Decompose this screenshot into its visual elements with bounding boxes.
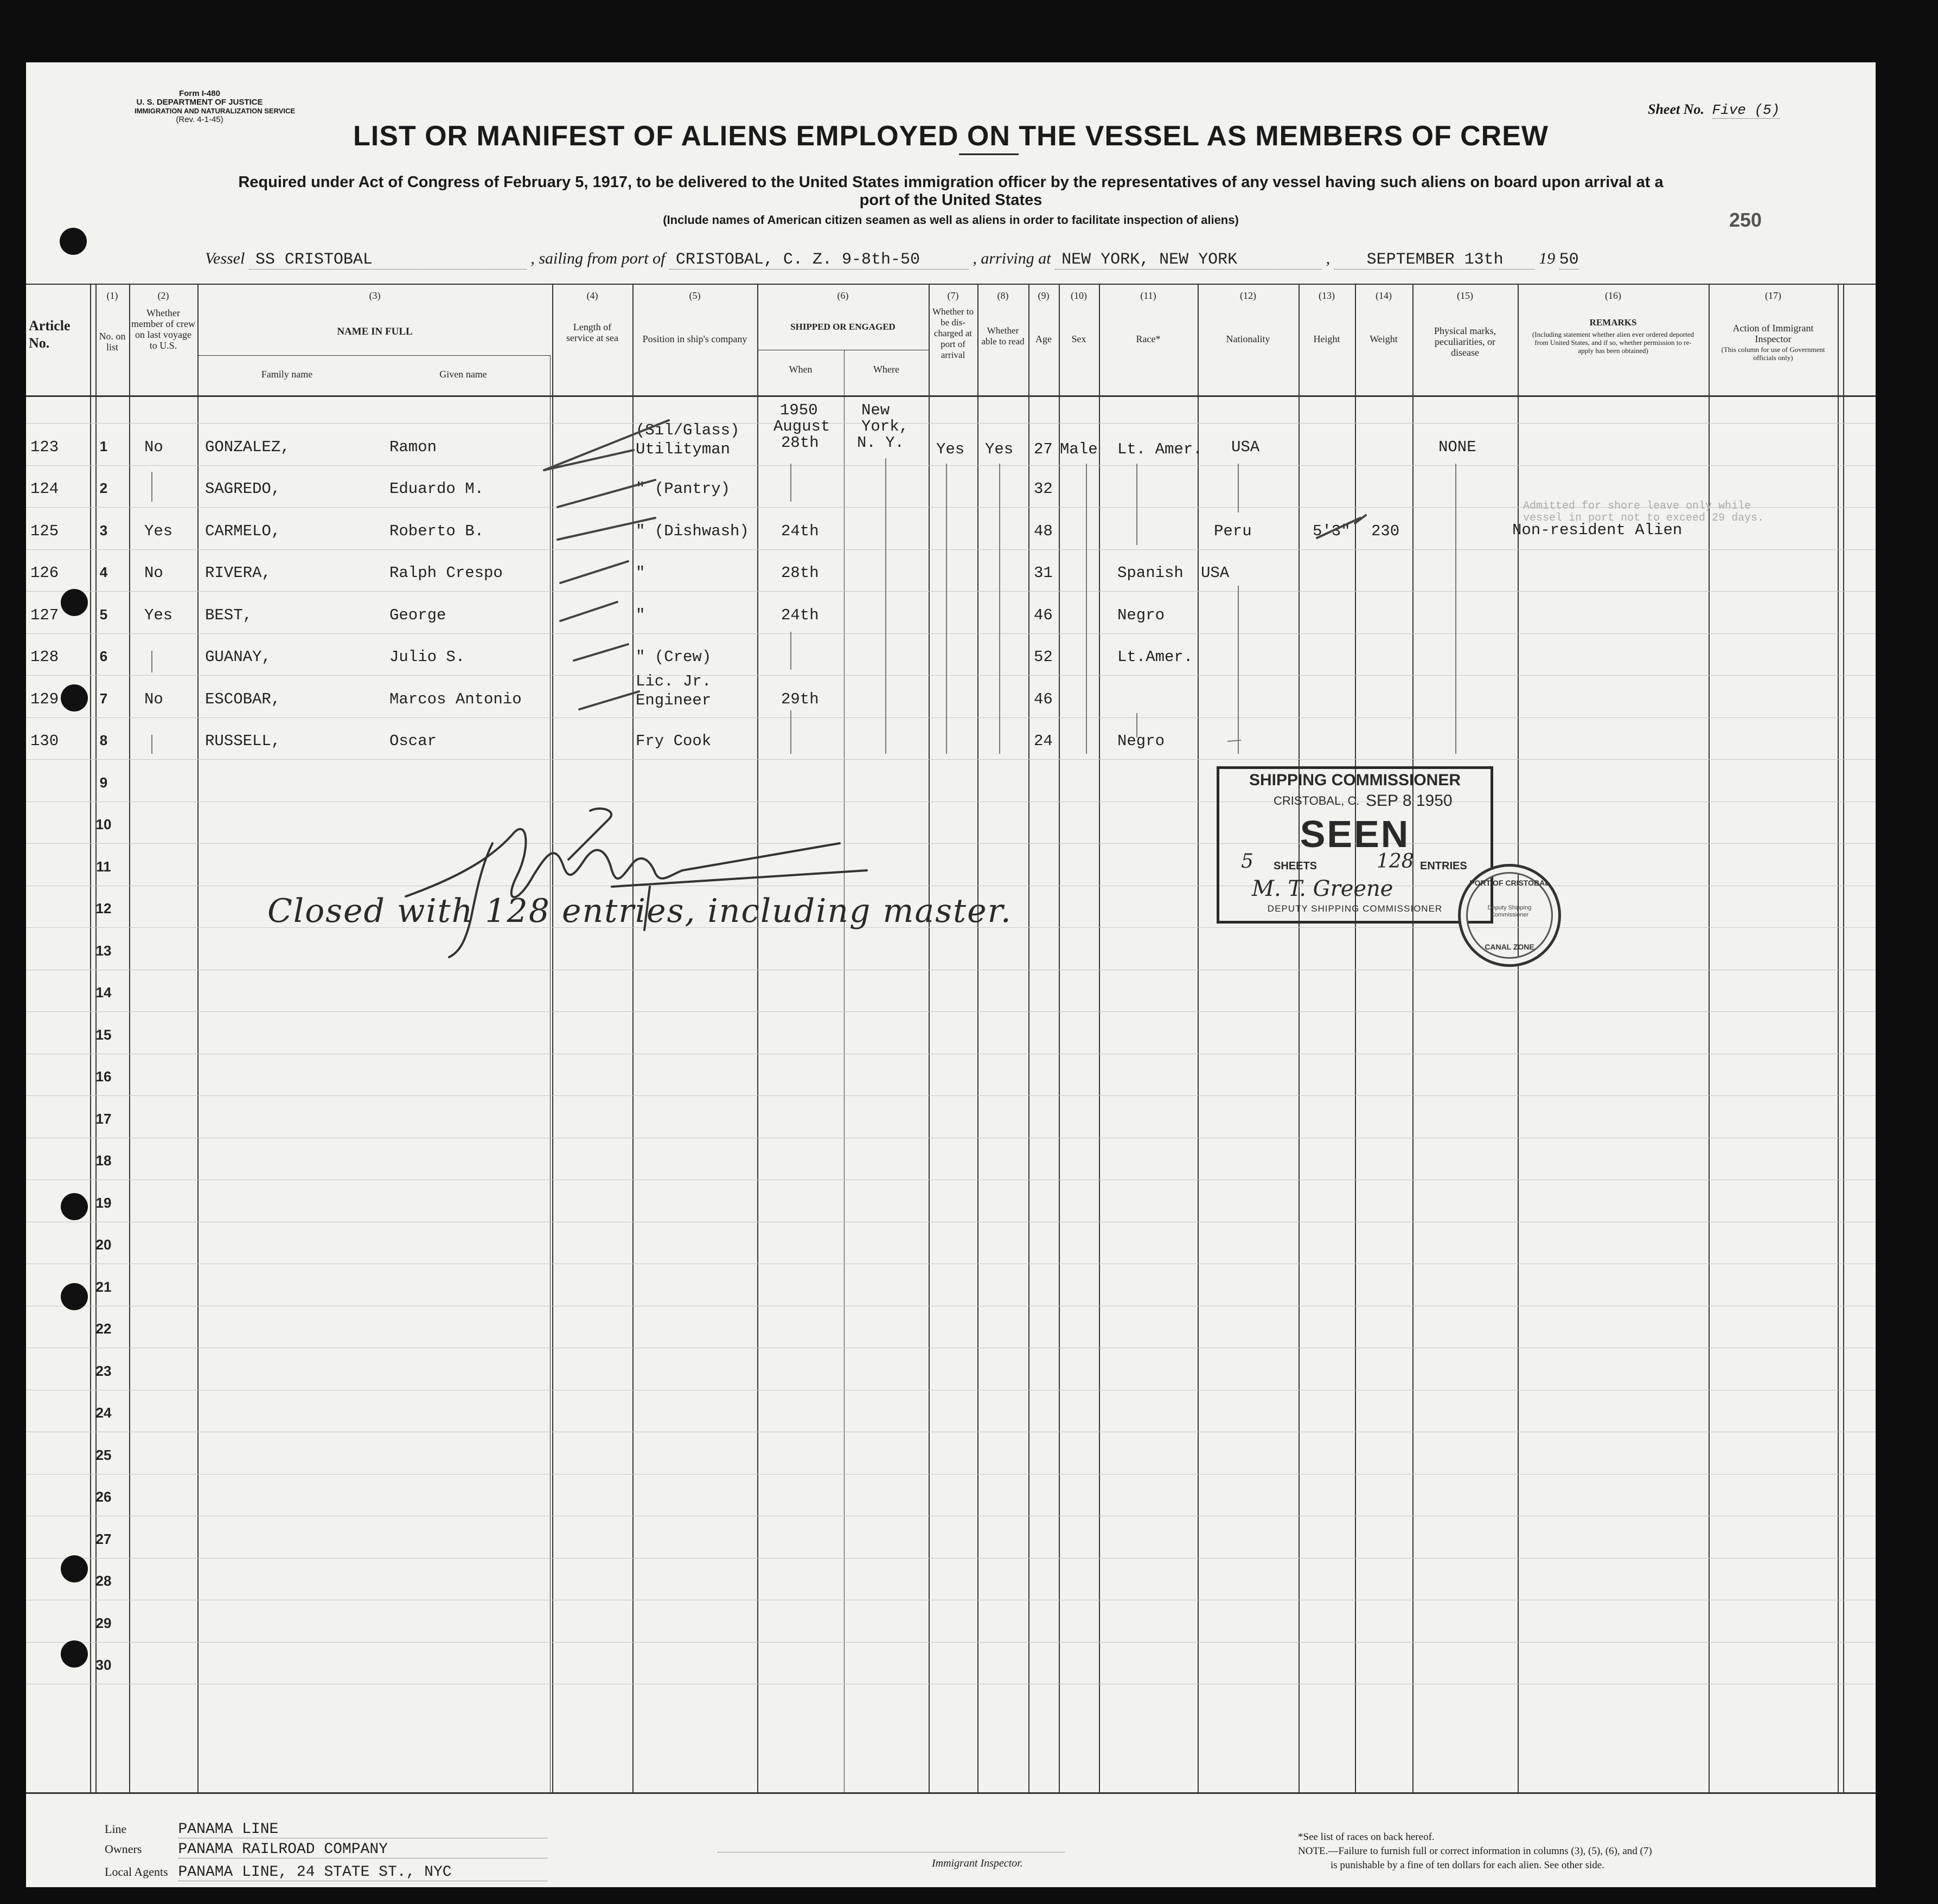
- col3-number: (3): [369, 290, 381, 301]
- arriving-value: NEW YORK, NEW YORK: [1055, 251, 1322, 270]
- col12-number: (12): [1240, 290, 1256, 301]
- row-number: 21: [95, 1279, 112, 1295]
- shipped-when: August: [773, 418, 830, 435]
- footer-owners: [105, 1841, 547, 1858]
- given-name: Marcos Antonio: [389, 690, 522, 708]
- row-number: 20: [95, 1236, 112, 1253]
- physical-marks: NONE: [1438, 438, 1476, 456]
- penalty-note-1: NOTE.—Failure to furnish full or correct information in columns (3), (5), (6), and (7): [1298, 1845, 1652, 1857]
- penalty-note-2: is punishable by a fine of ten dollars for each alien. See other side.: [1331, 1860, 1604, 1871]
- age: 46: [1034, 690, 1053, 708]
- row-number: 18: [95, 1152, 112, 1169]
- position: ": [636, 606, 645, 624]
- canal-zone-seal: [1458, 864, 1561, 967]
- col2-number: (2): [157, 290, 169, 301]
- col7-number: (7): [947, 290, 959, 301]
- binder-hole: [61, 589, 88, 616]
- owners-label: Owners: [105, 1842, 142, 1856]
- row-number: 26: [95, 1489, 112, 1505]
- family-name: SAGREDO,: [205, 480, 281, 498]
- col4-number: (4): [586, 290, 598, 301]
- weight: 230: [1371, 522, 1400, 540]
- page-title: LIST OR MANIFEST OF ALIENS EMPLOYED ON THE VESSEL AS MEMBERS OF CREW: [353, 120, 1549, 152]
- shipped-when: 24th: [781, 606, 819, 624]
- family-name: CARMELO,: [205, 522, 281, 540]
- row-number: 4: [99, 564, 108, 580]
- given-name: Julio S.: [389, 648, 465, 666]
- stamp-signature: M. T. Greene: [1252, 876, 1393, 901]
- family-name: BEST,: [205, 606, 253, 624]
- given-name: Oscar: [389, 732, 437, 750]
- age: 46: [1034, 606, 1053, 624]
- page-number: 250: [1729, 209, 1762, 231]
- stamp-entries-label: ENTRIES: [1420, 860, 1467, 872]
- row-number: 27: [95, 1531, 112, 1547]
- sailing-label: , sailing from port of: [530, 249, 666, 267]
- row-number: 29: [95, 1615, 112, 1631]
- vessel-label: Vessel: [205, 249, 245, 267]
- age: 32: [1034, 480, 1053, 498]
- race: Lt. Amer.: [1117, 440, 1203, 458]
- row-number: 12: [95, 900, 112, 916]
- age: 31: [1034, 564, 1053, 582]
- row-number: 6: [99, 648, 108, 664]
- col13-number: (13): [1319, 290, 1335, 301]
- stamp-seen: SEEN: [1300, 813, 1410, 855]
- given-name-header: Given name: [439, 369, 487, 380]
- row-number: 25: [95, 1447, 112, 1463]
- last-voyage: Yes: [144, 606, 173, 624]
- family-name: GUANAY,: [205, 648, 271, 666]
- form-revision: (Rev. 4-1-45): [176, 115, 223, 124]
- position: Fry Cook: [636, 732, 712, 750]
- col1-number: (1): [106, 290, 118, 301]
- subtitle-line-3: (Include names of American citizen seamen as well as aliens in order to facilitate inspection of aliens): [663, 213, 1239, 227]
- row-number: 15: [95, 1027, 112, 1043]
- col11-number: (11): [1140, 290, 1156, 301]
- row-number: 23: [95, 1363, 112, 1379]
- shipped-where: New: [861, 401, 890, 419]
- given-name: Ralph Crespo: [389, 564, 503, 582]
- sheet-number-label: Sheet No.: [1648, 101, 1704, 117]
- arriving-label: , arriving at: [973, 249, 1051, 267]
- col2-header: Whether member of crew on last voyage to U.S.: [131, 307, 195, 351]
- col10-number: (10): [1071, 290, 1087, 301]
- nationality: Peru: [1214, 522, 1252, 540]
- family-name-header: Family name: [261, 369, 313, 380]
- year-prefix: 19: [1539, 249, 1556, 267]
- able-to-read: Yes: [985, 440, 1014, 458]
- inspector-action-header: Action of Immigrant Inspector: [1732, 323, 1814, 344]
- nationality-header: Nationality: [1226, 334, 1270, 344]
- last-voyage: No: [144, 438, 163, 456]
- article-number: 129: [30, 690, 59, 708]
- family-name: ESCOBAR,: [205, 690, 281, 708]
- col5-number: (5): [689, 290, 701, 301]
- row-number: 28: [95, 1573, 112, 1589]
- sex-header: Sex: [1071, 334, 1086, 344]
- row-number: 8: [99, 732, 108, 748]
- race: Negro: [1117, 606, 1165, 624]
- given-name: Eduardo M.: [389, 480, 484, 498]
- row-number: 2: [99, 480, 108, 496]
- row-number: 17: [95, 1111, 112, 1127]
- vessel-line: Vessel SS CRISTOBAL , sailing from port of CRISTOBAL, C. Z. 9-8th-50 , arriving at NEW YORK, NEW YORK , SEPTEMBER 13th 19 50: [205, 249, 1579, 269]
- race-header: Race*: [1136, 334, 1161, 344]
- races-note: *See list of races on back hereof.: [1298, 1831, 1435, 1843]
- given-name: Ramon: [389, 438, 437, 456]
- col1-header: No. on list: [99, 331, 126, 352]
- binder-hole: [61, 1193, 88, 1220]
- line-label: Line: [105, 1822, 127, 1836]
- row-number: 14: [95, 984, 112, 1001]
- col4-header: Length of service at sea: [566, 322, 618, 343]
- age: 52: [1034, 648, 1053, 666]
- nationality: USA: [1201, 564, 1230, 582]
- binder-hole: [61, 1555, 88, 1582]
- inspector-label: Immigrant Inspector.: [932, 1857, 1023, 1869]
- position: (Sil/Glass): [636, 421, 740, 439]
- article-number: 127: [30, 606, 59, 624]
- col7-header: Whether to be dis-charged at port of arrival: [932, 306, 974, 360]
- row-number: 24: [95, 1405, 112, 1421]
- sex: Male: [1060, 440, 1098, 458]
- given-name: Roberto B.: [389, 522, 484, 540]
- shipping-commissioner-stamp: [1217, 766, 1493, 924]
- row-number: 1: [99, 438, 108, 454]
- binder-hole: [61, 1640, 88, 1668]
- discharged: Yes: [936, 440, 965, 458]
- remarks-subheader: (Including statement whether alien ever ordered deported from United States, and if so, whether permission to re-apply has been obtained): [1532, 330, 1694, 355]
- stamp-deputy-label: DEPUTY SHIPPING COMMISSIONER: [1267, 903, 1443, 914]
- age: 24: [1034, 732, 1053, 750]
- shipped-when: 28th: [781, 564, 819, 582]
- shipped-when: 29th: [781, 690, 819, 708]
- stamp-sheets-label: SHEETS: [1274, 860, 1317, 872]
- race: Spanish: [1117, 564, 1184, 582]
- last-voyage: No: [144, 690, 163, 708]
- stamp-title: SHIPPING COMMISSIONER: [1249, 771, 1461, 789]
- nationality: USA: [1231, 438, 1260, 456]
- position: ": [636, 564, 645, 582]
- ditto-marks: [26, 62, 1876, 1887]
- row-number: 30: [95, 1657, 112, 1673]
- shipped-where: N. Y.: [857, 434, 905, 452]
- shipped-where: York,: [861, 418, 909, 435]
- stamp-entries-value: 128: [1377, 850, 1414, 873]
- row-number: 7: [99, 690, 108, 707]
- remarks-header: REMARKS: [1589, 317, 1637, 328]
- form-department: U. S. DEPARTMENT OF JUSTICE: [136, 98, 263, 107]
- weight-header: Weight: [1370, 334, 1398, 344]
- manifest-sheet: [26, 62, 1876, 1887]
- article-number: 125: [30, 522, 59, 540]
- position: " (Crew): [636, 648, 712, 666]
- where-header: Where: [873, 364, 899, 375]
- year-value: 50: [1559, 251, 1579, 269]
- row-number: 22: [95, 1320, 112, 1337]
- stamp-place: CRISTOBAL, C.: [1274, 794, 1360, 807]
- physical-marks-header: Physical marks, peculiarities, or disease: [1434, 325, 1496, 358]
- sailing-value: CRISTOBAL, C. Z. 9-8th-50: [669, 251, 969, 270]
- inspector-action-subheader: (This column for use of Government officials only): [1721, 345, 1825, 362]
- col8-number: (8): [997, 290, 1009, 301]
- remarks: Non-resident Alien: [1512, 521, 1683, 539]
- position: Engineer: [636, 691, 712, 709]
- owners-value: PANAMA RAILROAD COMPANY: [178, 1841, 547, 1858]
- form-service: IMMIGRATION AND NATURALIZATION SERVICE: [135, 107, 296, 115]
- row-number: 9: [99, 774, 108, 791]
- row-number: 11: [96, 858, 111, 875]
- form-number: Form I-480: [179, 89, 220, 98]
- when-header: When: [789, 364, 813, 375]
- shipped-when: 28th: [781, 434, 819, 452]
- height: 5'3": [1313, 522, 1351, 540]
- col8-header: Whether able to read: [981, 325, 1025, 347]
- seal-middle-text: Deputy Shipping Commissioner: [1487, 905, 1532, 918]
- last-voyage: No: [144, 564, 163, 582]
- last-voyage: Yes: [144, 522, 173, 540]
- race: Negro: [1117, 732, 1165, 750]
- height-header: Height: [1313, 334, 1340, 344]
- position: Lic. Jr.: [636, 672, 712, 690]
- position: Utilityman: [636, 440, 731, 458]
- col16-number: (16): [1605, 290, 1621, 301]
- seal-bottom-text: CANAL ZONE: [1485, 943, 1534, 951]
- family-name: RIVERA,: [205, 564, 271, 582]
- article-no-header: Article No.: [29, 318, 71, 351]
- closing-note: Closed with 128 entries, including master.: [267, 892, 1012, 930]
- footer-agents: [105, 1864, 547, 1881]
- binder-hole: [61, 684, 88, 711]
- footer-notes: [1298, 1830, 1652, 1873]
- family-name: RUSSELL,: [205, 732, 281, 750]
- binder-hole: [61, 1283, 88, 1310]
- line-value: PANAMA LINE: [178, 1821, 547, 1838]
- vessel-value: SS CRISTOBAL: [249, 251, 527, 270]
- sheet-number-value: Five (5): [1712, 102, 1780, 118]
- position: " (Pantry): [636, 480, 731, 498]
- col3-header: NAME IN FULL: [337, 326, 413, 337]
- article-number: 126: [30, 564, 59, 582]
- col5-header: Position in ship's company: [642, 334, 747, 344]
- agents-label: Local Agents: [105, 1865, 168, 1879]
- seal-top-text: PORT OF CRISTOBAL: [1469, 879, 1550, 887]
- subtitle-line-1: Required under Act of Congress of February 5, 1917, to be delivered to the United States immigration officer by the representatives of any vessel having such aliens on board upon arrival at a: [238, 174, 1664, 191]
- stamp-sheets-value: 5: [1241, 850, 1253, 873]
- col15-number: (15): [1457, 290, 1473, 301]
- col6-header: SHIPPED OR ENGAGED: [790, 322, 896, 332]
- row-number: 5: [99, 606, 108, 623]
- master-signature: [406, 809, 867, 957]
- agents-value: PANAMA LINE, 24 STATE ST., NYC: [178, 1864, 547, 1881]
- family-name: GONZALEZ,: [205, 438, 290, 456]
- col9-number: (9): [1038, 290, 1050, 301]
- binder-hole: [60, 228, 87, 255]
- article-number: 123: [30, 438, 59, 456]
- position: " (Dishwash): [636, 522, 749, 540]
- given-name: George: [389, 606, 446, 624]
- stamp-date: SEP 8 1950: [1366, 792, 1453, 810]
- row-number: 13: [95, 943, 112, 959]
- age: 48: [1034, 522, 1053, 540]
- col14-number: (14): [1376, 290, 1392, 301]
- shipped-when: 24th: [781, 522, 819, 540]
- col6-number: (6): [837, 290, 849, 301]
- col17-number: (17): [1765, 290, 1781, 301]
- row-number: 10: [95, 816, 112, 832]
- age-header: Age: [1035, 334, 1052, 344]
- age: 27: [1034, 440, 1053, 458]
- remarks: Admitted for shore leave only while vessel in port not to exceed 29 days.: [1523, 500, 1764, 524]
- row-number: 16: [95, 1068, 112, 1085]
- subtitle-line-2: port of the United States: [859, 191, 1042, 209]
- article-number: 124: [30, 480, 59, 498]
- footer-line: [105, 1821, 547, 1838]
- row-number: 3: [99, 522, 108, 538]
- arrival-date: SEPTEMBER 13th: [1334, 251, 1535, 270]
- row-number: 19: [95, 1195, 112, 1211]
- article-number: 128: [30, 648, 59, 666]
- shipped-when: 1950: [780, 401, 818, 419]
- race: Lt.Amer.: [1117, 648, 1193, 666]
- article-number: 130: [30, 732, 59, 750]
